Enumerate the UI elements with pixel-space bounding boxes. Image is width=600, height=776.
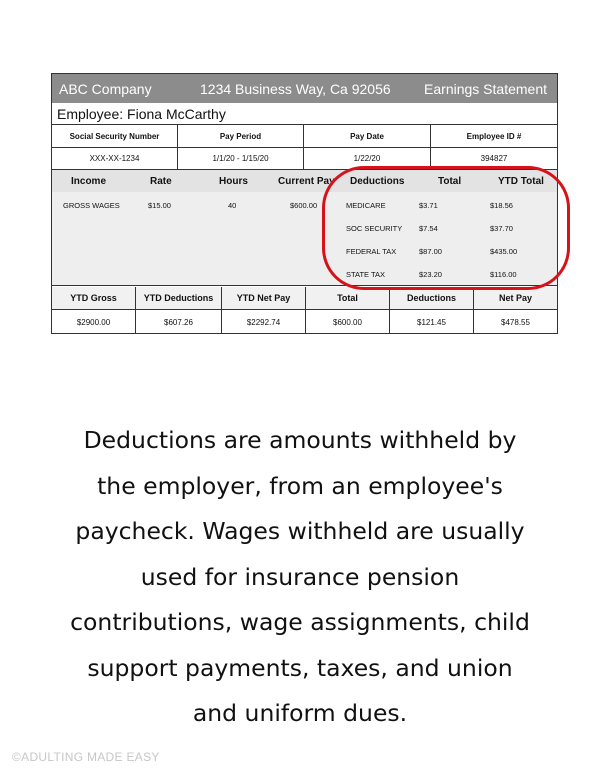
ytd-gross-header: YTD Gross [52, 287, 136, 309]
company-name: ABC Company [59, 81, 152, 97]
paragraph-line: contributions, wage assignments, child [70, 608, 530, 636]
total-header: Total [306, 287, 390, 309]
explanation-paragraph [30, 418, 570, 737]
ytd-total-header: YTD Total [498, 176, 544, 187]
earnings-statement [51, 73, 558, 334]
deductions-total-header: Deductions [390, 287, 474, 309]
hours-header: Hours [219, 176, 248, 187]
paragraph-line: and uniform dues. [192, 699, 408, 727]
statement-header-bar [52, 74, 557, 103]
deduction-name: SOC SECURITY [346, 224, 403, 233]
deduction-total: $7.54 [419, 224, 438, 233]
net-pay-value: $478.55 [501, 317, 530, 327]
company-address: 1234 Business Way, Ca 92056 [200, 81, 391, 97]
paragraph-line: support payments, taxes, and union [87, 653, 513, 682]
ssn-value: XXX-XX-1234 [52, 148, 178, 169]
income-current-pay: $600.00 [290, 201, 318, 210]
deduction-total: $3.71 [419, 201, 438, 210]
ytd-deductions-value: $607.26 [136, 310, 222, 334]
earnings-detail [52, 170, 557, 286]
employee-id-header: Employee ID # [466, 131, 522, 141]
pay-period-value: 1/1/20 - 1/15/20 [178, 148, 304, 169]
deduction-ytd: $116.00 [490, 270, 517, 279]
deduction-name: STATE TAX [346, 270, 386, 279]
deduction-name: FEDERAL TAX [346, 247, 397, 256]
employee-id-value: 394827 [480, 154, 508, 163]
total-header: Total [438, 176, 462, 187]
paragraph-line: Deductions are amounts withheld by [83, 426, 517, 454]
paragraph-line: used for insurance pension [140, 562, 460, 591]
deduction-total: $23.20 [419, 270, 442, 279]
income-label: GROSS WAGES [63, 201, 120, 210]
deduction-row [52, 224, 557, 238]
ytd-net-pay-value: $2292.74 [222, 310, 306, 334]
detail-header [52, 170, 557, 192]
deductions-header: Deductions [350, 176, 405, 187]
pay-date-header: Pay Date [304, 125, 431, 147]
deduction-total: $87.00 [419, 247, 442, 256]
totals-header [52, 287, 557, 310]
paragraph-line: paycheck. Wages withheld are usually [75, 517, 525, 545]
ssn-header: Social Security Number [52, 125, 178, 147]
employee-info-header [52, 125, 557, 148]
statement-title: Earnings Statement [424, 81, 547, 97]
employee-name: Employee: Fiona McCarthy [52, 103, 557, 125]
pay-period-header: Pay Period [178, 125, 304, 147]
total-value: $600.00 [306, 310, 390, 334]
income-rate: $15.00 [148, 201, 171, 210]
current-pay-header: Current Pay [278, 176, 335, 187]
pay-date-value: 1/22/20 [304, 148, 431, 169]
ytd-net-pay-header: YTD Net Pay [222, 287, 306, 309]
deduction-ytd: $37.70 [490, 224, 513, 233]
deduction-row [52, 247, 557, 261]
deduction-name: MEDICARE [346, 201, 386, 210]
totals-values [52, 310, 557, 334]
deduction-row [52, 270, 557, 284]
rate-header: Rate [150, 176, 172, 187]
ytd-deductions-header: YTD Deductions [136, 287, 222, 309]
employee-info-values [52, 148, 557, 170]
deduction-ytd: $435.00 [490, 247, 518, 256]
income-hours: 40 [228, 201, 237, 210]
income-header: Income [71, 176, 107, 187]
deduction-row [52, 201, 557, 215]
paragraph-line: the employer, from an employee's [97, 471, 503, 500]
net-pay-header: Net Pay [498, 293, 533, 303]
deductions-total-value: $121.45 [390, 310, 474, 334]
ytd-gross-value: $2900.00 [52, 310, 136, 334]
deduction-ytd: $18.56 [490, 201, 513, 210]
copyright-footer: ©ADULTING MADE EASY [12, 750, 160, 764]
